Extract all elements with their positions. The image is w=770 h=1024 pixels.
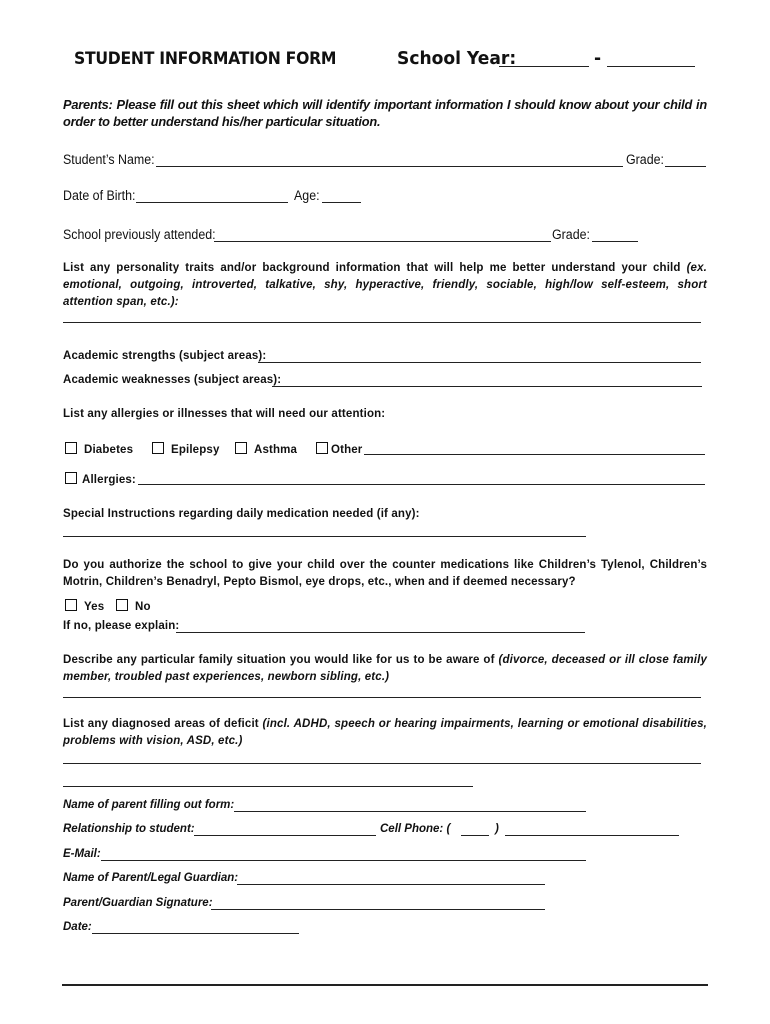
intro-text: Parents: Please fill out this sheet which will identify important information I should know about your child in order to better understand his/her particular situation. xyxy=(63,97,707,129)
school-year-dash: - xyxy=(594,48,602,69)
personality-examples: (ex. emotional, outgoing, introverted, talkative, shy, hyperactive, friendly, sociable, high/low self-esteem, short attention span, etc.): xyxy=(63,262,707,308)
school-year-text: School Year: xyxy=(397,48,517,69)
dob-label: Date of Birth: xyxy=(63,188,136,203)
other-checkbox[interactable] xyxy=(316,442,328,454)
yes-checkbox[interactable] xyxy=(65,599,77,611)
yes-label: Yes xyxy=(84,601,105,613)
grade2-label: Grade: xyxy=(552,227,590,242)
allergies-field[interactable] xyxy=(138,484,705,485)
family-examples: (divorce, deceased or ill close family member, troubled past experiences, newborn sibling, etc.) xyxy=(63,654,707,683)
student-name-field[interactable] xyxy=(156,166,623,167)
academic-weaknesses-field[interactable] xyxy=(272,386,702,387)
deficit-field-1[interactable] xyxy=(63,763,701,764)
guardian-name-field[interactable] xyxy=(237,884,545,885)
deficit-examples: (incl. ADHD, speech or hearing impairments, learning or emotional disabilities, problems with vision, ASD, etc.) xyxy=(63,718,707,747)
personality-field[interactable] xyxy=(63,322,701,323)
medication-field[interactable] xyxy=(63,536,586,537)
date-label: Date: xyxy=(63,921,92,933)
school-year-start-field[interactable] xyxy=(499,66,589,67)
school-year-end-field[interactable] xyxy=(607,66,695,67)
school-prev-label: School previously attended: xyxy=(63,227,216,242)
checkbox-other[interactable] xyxy=(316,442,362,456)
other-field[interactable] xyxy=(364,454,705,455)
deficit-prompt-text: List any diagnosed areas of deficit xyxy=(63,718,259,730)
explain-field[interactable] xyxy=(176,632,585,633)
student-name-label: Student’s Name: xyxy=(63,152,155,167)
cell-area-code-field[interactable] xyxy=(461,835,489,836)
no-checkbox[interactable] xyxy=(116,599,128,611)
checkbox-diabetes[interactable] xyxy=(65,442,133,456)
relationship-field[interactable] xyxy=(194,835,376,836)
checkbox-allergies[interactable] xyxy=(65,472,136,486)
diabetes-label: Diabetes xyxy=(84,444,134,456)
dob-field[interactable] xyxy=(136,202,288,203)
email-field[interactable] xyxy=(101,860,586,861)
cell-phone-label: Cell Phone: ( xyxy=(380,823,451,835)
email-label: E-Mail: xyxy=(63,848,101,860)
parent-name-field[interactable] xyxy=(234,811,586,812)
no-label: No xyxy=(135,601,151,613)
signature-field[interactable] xyxy=(211,909,545,910)
family-field[interactable] xyxy=(63,697,701,698)
grade2-field[interactable] xyxy=(592,241,638,242)
otc-prompt: Do you authorize the school to give your child over the counter medications like Children’s Tylenol, Children’s Motrin, Children’s Benadryl, Pepto Bismol, eye drops, etc., when and if deemed necessary? xyxy=(63,559,707,588)
form-title: STUDENT INFORMATION FORM xyxy=(74,49,337,69)
checkbox-no[interactable] xyxy=(116,599,151,613)
academic-weaknesses-label: Academic weaknesses (subject areas): xyxy=(63,374,282,386)
diabetes-checkbox[interactable] xyxy=(65,442,77,454)
checkbox-yes[interactable] xyxy=(65,599,104,613)
allergies-label: Allergies: xyxy=(82,474,136,486)
age-field[interactable] xyxy=(322,202,361,203)
asthma-label: Asthma xyxy=(254,444,298,456)
academic-strengths-label: Academic strengths (subject areas): xyxy=(63,350,267,362)
deficit-field-2[interactable] xyxy=(63,786,473,787)
footer-rule xyxy=(62,984,708,986)
grade-field[interactable] xyxy=(665,166,706,167)
allergies-prompt: List any allergies or illnesses that will need our attention: xyxy=(63,408,386,420)
school-prev-field[interactable] xyxy=(214,241,551,242)
relationship-label: Relationship to student: xyxy=(63,823,195,835)
grade-label: Grade: xyxy=(626,152,664,167)
asthma-checkbox[interactable] xyxy=(235,442,247,454)
guardian-name-label: Name of Parent/Legal Guardian: xyxy=(63,872,239,884)
personality-prompt xyxy=(63,260,707,311)
age-label: Age: xyxy=(294,188,320,203)
parent-name-label: Name of parent filling out form: xyxy=(63,799,235,811)
signature-label: Parent/Guardian Signature: xyxy=(63,897,213,909)
checkbox-epilepsy[interactable] xyxy=(152,442,220,456)
family-prompt-text: Describe any particular family situation you would like for us to be aware of xyxy=(63,654,495,666)
deficit-prompt xyxy=(63,716,707,750)
epilepsy-checkbox[interactable] xyxy=(152,442,164,454)
academic-strengths-field[interactable] xyxy=(258,362,701,363)
personality-prompt-text: List any personality traits and/or background information that will help me better understand your child xyxy=(63,262,681,274)
checkbox-asthma[interactable] xyxy=(235,442,297,456)
cell-phone-field[interactable] xyxy=(505,835,679,836)
cell-close-paren: ) xyxy=(495,823,499,835)
medication-label: Special Instructions regarding daily medication needed (if any): xyxy=(63,508,420,520)
epilepsy-label: Epilepsy xyxy=(171,444,220,456)
other-label: Other xyxy=(331,444,363,456)
date-field[interactable] xyxy=(92,933,299,934)
family-prompt xyxy=(63,652,707,686)
allergies-checkbox[interactable] xyxy=(65,472,77,484)
explain-label: If no, please explain: xyxy=(63,620,180,632)
